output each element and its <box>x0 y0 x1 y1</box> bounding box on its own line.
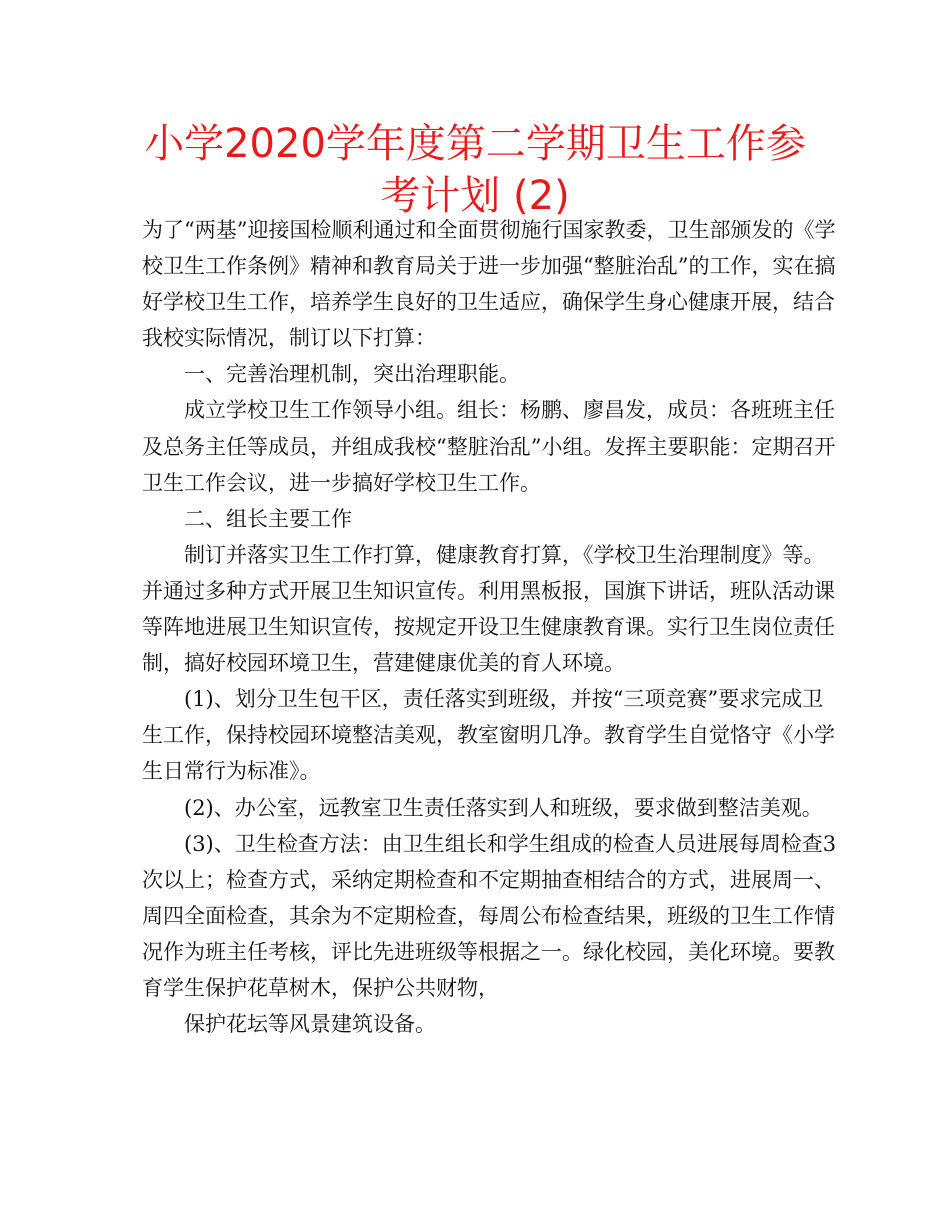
paragraph-intro: 为了“两基”迎接国检顺利通过和全面贯彻施行国家教委，卫生部颁发的《学校卫生工作条例》精神和教育局关于进一步加强“整脏治乱”的工作，实在搞好学校卫生工作，培养学生良好的卫生适应，确保学生身心健康开展，结合我校实际情况，制订以下打算： <box>142 218 836 351</box>
paragraph-item-2: (2)、办公室，远教室卫生责任落实到人和班级，要求做到整洁美观。 <box>184 795 823 820</box>
paragraph-item-1: (1)、划分卫生包干区，责任落实到班级，并按“三项竞赛”要求完成卫生工作，保持校园环境整洁美观，教室窗明几净。教育学生自觉恪守《小学生日常行为标准》。 <box>142 687 835 784</box>
paragraph-item-3: (3)、卫生检查方法：由卫生组长和学生组成的检查人员进展每周检查3次以上；检查方式，采纳定期检查和不定期抽查相结合的方式，进展周一、周四全面检查，其余为不定期检查，每周公布检查结果，班级的卫生工作情况作为班主任考核，评比先进班级等根据之一。绿化校园，美化环境。要教育学生保护花草树木，保护公共财物， <box>142 831 837 1000</box>
section-heading-1: 一、完善治理机制，突出治理职能。 <box>184 362 520 387</box>
section-heading-2: 二、组长主要工作 <box>184 506 352 531</box>
paragraph-continuation: 保护花坛等风景建筑设备。 <box>184 1012 436 1037</box>
document-body <box>142 212 842 1042</box>
paragraph-main-work: 制订并落实卫生工作打算，健康教育打算，《学校卫生治理制度》等。并通过多种方式开展卫生知识宣传。利用黑板报，国旗下讲话，班队活动课等阵地进展卫生知识宣传，按规定开设卫生健康教育课。实行卫生岗位责任制，搞好校园环境卫生，营建健康优美的育人环境。 <box>142 542 835 676</box>
paragraph-leadership-group: 成立学校卫生工作领导小组。组长：杨鹏、廖昌发，成员：各班班主任及总务主任等成员，并组成我校“整脏治乱”小组。发挥主要职能：定期召开卫生工作会议，进一步搞好学校卫生工作。 <box>142 398 836 495</box>
document-title: 小学2020学年度第二学期卫生工作参考计划 (2) <box>144 121 806 219</box>
